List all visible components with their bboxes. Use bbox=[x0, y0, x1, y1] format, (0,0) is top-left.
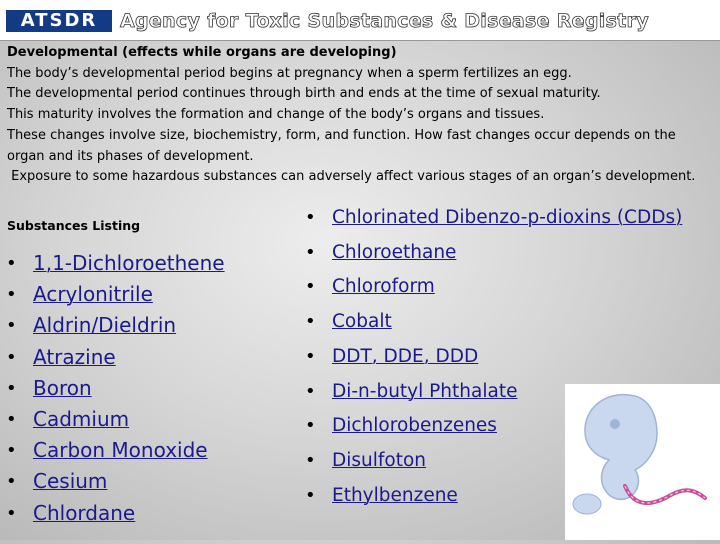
list-item bbox=[305, 305, 682, 340]
bullet: • bbox=[6, 440, 17, 462]
substance-link[interactable]: Chloroform bbox=[332, 276, 435, 298]
substance-link[interactable]: Ethylbenzene bbox=[332, 484, 458, 506]
bullet: • bbox=[305, 415, 316, 437]
bullet: • bbox=[305, 380, 316, 402]
header-banner bbox=[0, 0, 720, 41]
substance-link[interactable]: Cesium bbox=[33, 469, 108, 494]
substance-link[interactable]: Dichlorobenzenes bbox=[332, 415, 497, 437]
substance-link[interactable]: Boron bbox=[33, 375, 92, 400]
list-item bbox=[305, 201, 682, 236]
intro-line: This maturity involves the formation and change of the body’s organs and tissues. bbox=[7, 107, 545, 123]
list-item bbox=[6, 310, 225, 341]
list-item bbox=[305, 270, 682, 305]
intro-line: The developmental period continues through birth and ends at the time of sexual maturity. bbox=[7, 86, 601, 102]
agency-name: Agency for Toxic Substances & Disease Registry bbox=[120, 10, 649, 32]
list-item bbox=[6, 248, 225, 279]
bullet: • bbox=[6, 471, 17, 493]
bullet: • bbox=[6, 284, 17, 306]
substance-link[interactable]: 1,1-Dichloroethene bbox=[33, 251, 225, 275]
bullet: • bbox=[6, 346, 17, 368]
substance-list-left bbox=[6, 248, 225, 529]
embryo-icon bbox=[565, 384, 720, 540]
bullet: • bbox=[6, 377, 17, 399]
list-item bbox=[6, 342, 225, 373]
substance-link[interactable]: Chlordane bbox=[33, 500, 136, 525]
list-item bbox=[6, 498, 225, 529]
bullet: • bbox=[305, 484, 316, 506]
intro-line: These changes involve size, biochemistry, form, and function. How fast changes occur depends on the organ and its phases of development. bbox=[7, 127, 676, 164]
embryo-illustration bbox=[565, 384, 720, 540]
bullet: • bbox=[6, 253, 17, 274]
list-item bbox=[6, 279, 225, 310]
bullet: • bbox=[305, 276, 316, 298]
substance-link[interactable]: DDT, DDE, DDD bbox=[332, 345, 479, 367]
intro-line: The body’s developmental period begins at pregnancy when a sperm fertilizes an egg. bbox=[7, 65, 572, 81]
bullet: • bbox=[305, 345, 316, 367]
list-item bbox=[305, 236, 682, 271]
list-item bbox=[6, 466, 225, 497]
substance-link[interactable]: Di-n-butyl Phthalate bbox=[332, 380, 518, 402]
substance-link[interactable]: Cobalt bbox=[332, 311, 392, 333]
bullet: • bbox=[305, 311, 316, 333]
substance-link[interactable]: Cadmium bbox=[33, 407, 130, 432]
substance-link[interactable]: Chlorinated Dibenzo-p-dioxins (CDDs) bbox=[332, 207, 683, 228]
substance-link[interactable]: Aldrin/Dieldrin bbox=[33, 313, 177, 338]
substances-label: Substances Listing bbox=[7, 218, 141, 233]
list-item bbox=[6, 404, 225, 435]
list-item bbox=[6, 435, 225, 466]
section-title: Developmental (effects while organs are developing) bbox=[7, 45, 397, 60]
atsdr-logo: ATSDR bbox=[6, 10, 112, 32]
bullet: • bbox=[6, 502, 17, 524]
intro-text bbox=[7, 43, 712, 188]
substance-link[interactable]: Chloroethane bbox=[332, 241, 457, 263]
substance-link[interactable]: Carbon Monoxide bbox=[33, 438, 208, 463]
substance-link[interactable]: Disulfoton bbox=[332, 449, 427, 471]
intro-line: Exposure to some hazardous substances can adversely affect various stages of an organ’s development. bbox=[7, 169, 696, 185]
list-item bbox=[6, 373, 225, 404]
list-item bbox=[305, 340, 682, 375]
substance-link[interactable]: Acrylonitrile bbox=[33, 282, 153, 307]
bullet: • bbox=[305, 449, 316, 471]
bullet: • bbox=[6, 315, 17, 337]
substance-link[interactable]: Atrazine bbox=[33, 344, 116, 369]
bullet: • bbox=[305, 207, 316, 228]
bullet: • bbox=[6, 409, 17, 431]
bullet: • bbox=[305, 241, 316, 263]
